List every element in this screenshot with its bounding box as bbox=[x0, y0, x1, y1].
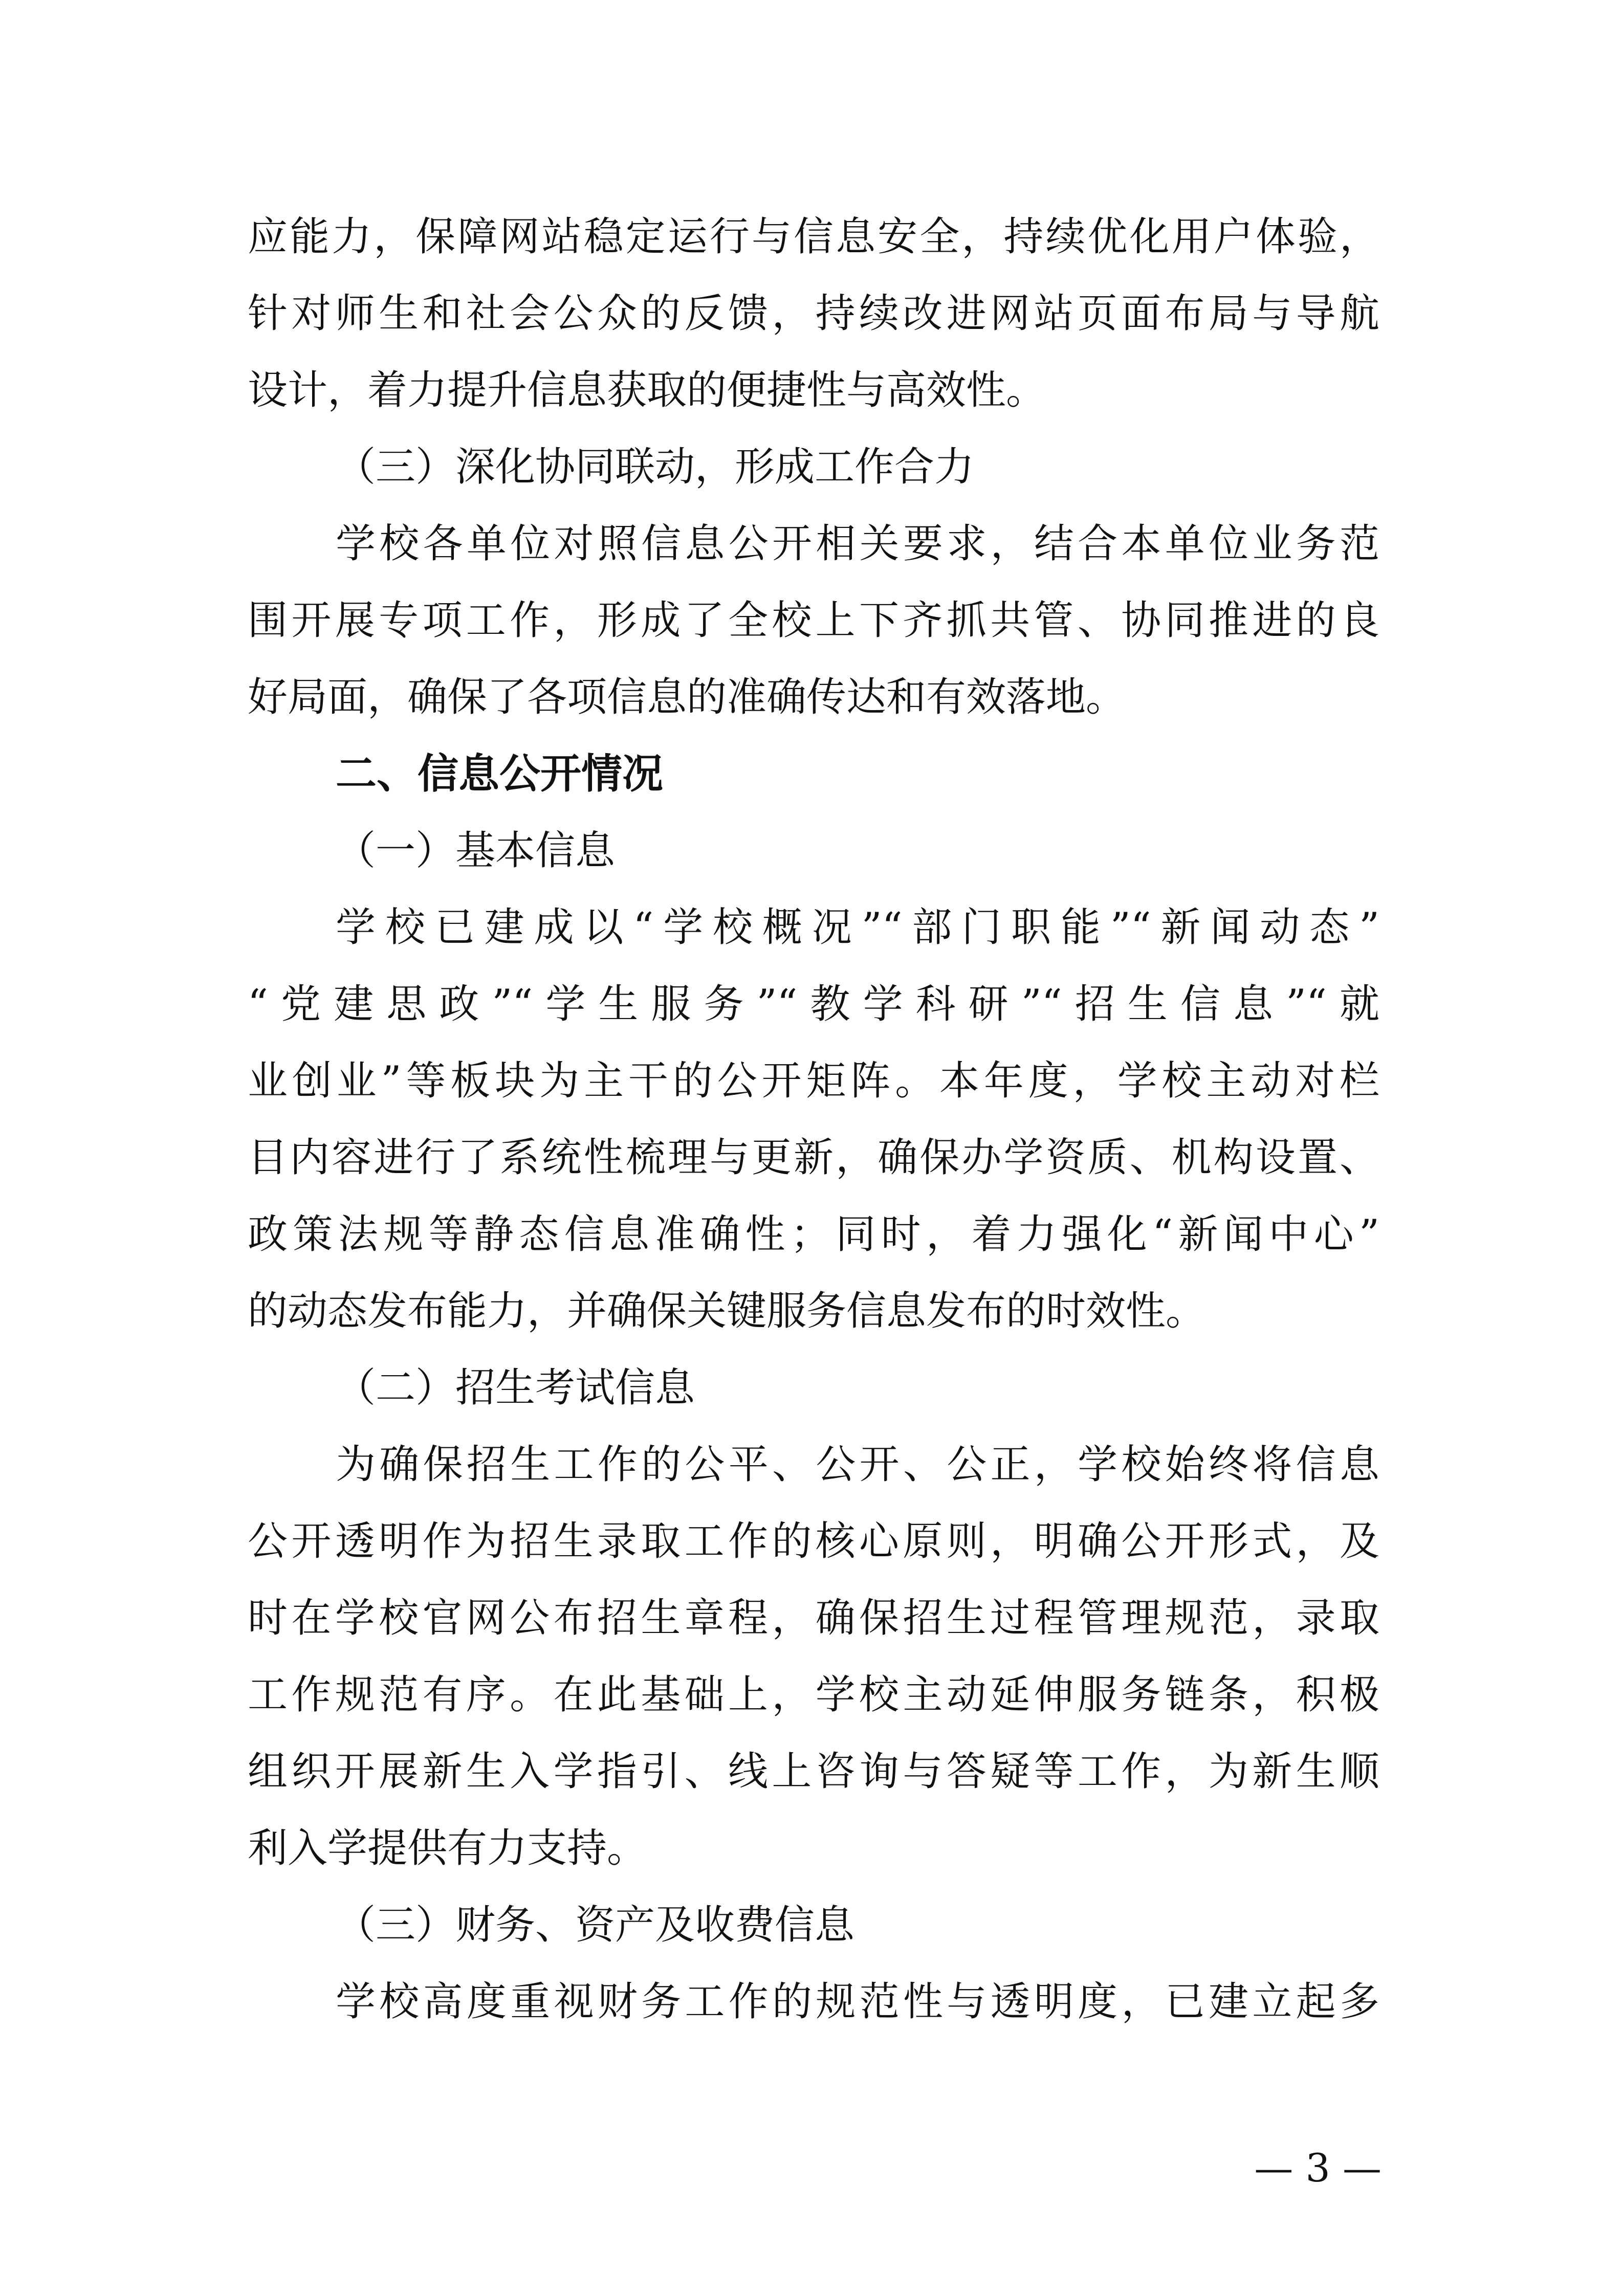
section-subheading: （二）招生考试信息 bbox=[336, 1365, 695, 1411]
text-line: 为确保招生工作的公平、公开、公正，学校始终将信息 bbox=[336, 1442, 1379, 1488]
text-line: 针对师生和社会公众的反馈，持续改进网站页面布局与导航 bbox=[248, 291, 1379, 337]
page-body bbox=[248, 198, 1379, 2040]
text-line: 学校高度重视财务工作的规范性与透明度，已建立起多 bbox=[336, 1979, 1379, 2025]
section-subheading: （三）深化协同联动，形成工作合力 bbox=[336, 444, 975, 490]
text-line: 组织开展新生入学指引、线上咨询与答疑等工作，为新生顺 bbox=[248, 1749, 1379, 1795]
text-line: 业创业”等板块为主干的公开矩阵。本年度，学校主动对栏 bbox=[248, 1058, 1379, 1104]
paragraph bbox=[248, 1963, 1379, 2040]
text-line: 学校各单位对照信息公开相关要求，结合本单位业务范 bbox=[336, 521, 1379, 567]
text-line: 围开展专项工作，形成了全校上下齐抓共管、协同推进的良 bbox=[248, 598, 1379, 644]
text-line: 应能力，保障网站稳定运行与信息安全，持续优化用户体验， bbox=[248, 214, 1379, 260]
section-subheading: （一）基本信息 bbox=[336, 828, 616, 874]
text-line: 目内容进行了系统性梳理与更新，确保办学资质、机构设置、 bbox=[248, 1135, 1379, 1181]
text-line: 设计，着力提升信息获取的便捷性与高效性。 bbox=[248, 367, 1046, 413]
text-line: 时在学校官网公布招生章程，确保招生过程管理规范，录取 bbox=[248, 1595, 1379, 1641]
section-subheading: （三）财务、资产及收费信息 bbox=[336, 1902, 855, 1948]
text-line: 好局面，确保了各项信息的准确传达和有效落地。 bbox=[248, 674, 1126, 720]
paragraph-continuation bbox=[248, 198, 1379, 429]
paragraph bbox=[248, 889, 1379, 1350]
paragraph bbox=[248, 505, 1379, 736]
paragraph bbox=[248, 1426, 1379, 1887]
text-line: “党建思政”“学生服务”“教学科研”“招生信息”“就 bbox=[248, 981, 1379, 1027]
section-heading: 二、信息公开情况 bbox=[336, 750, 663, 798]
text-line: 公开透明作为招生录取工作的核心原则，明确公开形式，及 bbox=[248, 1518, 1379, 1564]
text-line: 利入学提供有力支持。 bbox=[248, 1825, 647, 1871]
text-line: 工作规范有序。在此基础上，学校主动延伸服务链条，积极 bbox=[248, 1672, 1379, 1718]
page-number: — 3 — bbox=[1254, 2145, 1381, 2191]
text-line: 学校已建成以“学校概况”“部门职能”“新闻动态” bbox=[336, 904, 1379, 951]
text-line: 政策法规等静态信息准确性；同时，着力强化“新闻中心” bbox=[248, 1211, 1379, 1257]
text-line: 的动态发布能力，并确保关键服务信息发布的时效性。 bbox=[248, 1288, 1206, 1334]
